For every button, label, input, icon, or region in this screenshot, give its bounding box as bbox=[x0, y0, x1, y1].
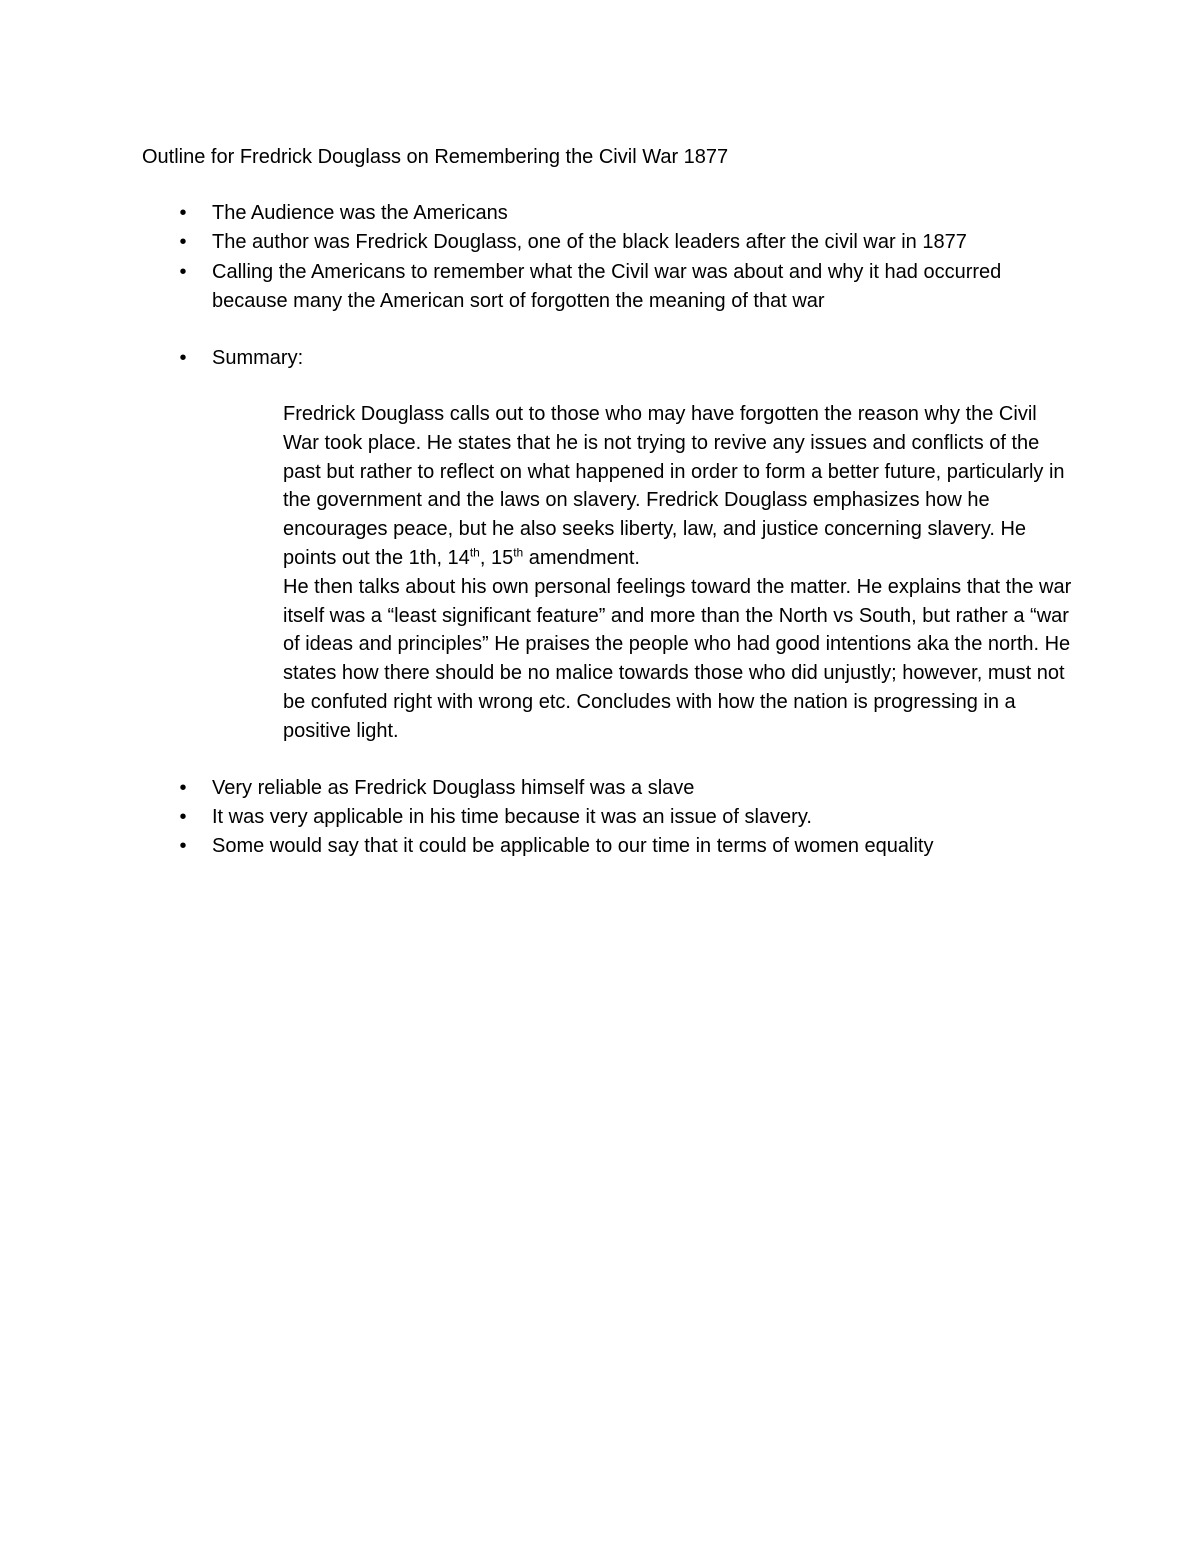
superscript-th: th bbox=[513, 545, 524, 560]
superscript-th: th bbox=[469, 545, 480, 560]
summary-paragraph-2: He then talks about his own personal feelings toward the matter. He explains that the war itself was a “least significant feature” and more than the North vs South, but rather a “war of ideas and principles” He praises the people who had good intentions aka the north. He states how there should be no malice towards those who did unjustly; however, must not be confuted right with wrong etc. Concludes with how the nation is progressing in a positive light. bbox=[283, 575, 1072, 742]
bullet-summary-label bbox=[179, 344, 1112, 373]
bullet-dot-icon: • bbox=[179, 835, 187, 857]
bullet-audience bbox=[179, 199, 1112, 228]
bullet-applicability-then bbox=[179, 803, 1112, 832]
bullet-dot-icon: • bbox=[179, 231, 187, 253]
summary-label: Summary: bbox=[212, 347, 304, 369]
bullet-dot-icon: • bbox=[179, 347, 187, 369]
bullet-reliability bbox=[179, 774, 1112, 803]
bullet-text: Some would say that it could be applicable to our time in terms of women equality bbox=[212, 835, 934, 857]
bullet-dot-icon: • bbox=[179, 261, 187, 283]
bullet-text: Very reliable as Fredrick Douglass himself was a slave bbox=[212, 777, 695, 799]
bullet-text: Calling the Americans to remember what the Civil war was about and why it had occurred because many the American sort of forgotten the meaning of that war bbox=[212, 261, 1002, 312]
summary-p1-between: , 15 bbox=[479, 546, 514, 569]
summary-paragraph-1 bbox=[283, 400, 1073, 573]
summary-p1-after: amendment. bbox=[523, 546, 640, 569]
bullet-dot-icon: • bbox=[179, 806, 187, 828]
summary-block bbox=[283, 400, 1073, 746]
document-title: Outline for Fredrick Douglass on Remembering the Civil War 1877 bbox=[142, 146, 729, 168]
bullet-text: It was very applicable in his time because it was an issue of slavery. bbox=[212, 806, 812, 828]
bullet-text: The author was Fredrick Douglass, one of the black leaders after the civil war in 1877 bbox=[212, 231, 967, 253]
bullet-author bbox=[179, 228, 1112, 257]
bullet-dot-icon: • bbox=[179, 777, 187, 799]
bullet-dot-icon: • bbox=[179, 202, 187, 224]
bullet-text: The Audience was the Americans bbox=[212, 202, 508, 224]
bullet-applicability-now bbox=[179, 832, 1112, 861]
summary-p1-text: Fredrick Douglass calls out to those who may have forgotten the reason why the Civil War took place. He states that he is not trying to revive any issues and conflicts of the past but rather to reflect on what happened in order to form a better future, particularly in the government and the laws on slavery. Fredrick Douglass emphasizes how he encourages peace, but he also seeks liberty, law, and justice concerning slavery. He points out the 1th, 14 bbox=[283, 403, 1065, 569]
bullet-purpose bbox=[179, 258, 1002, 316]
